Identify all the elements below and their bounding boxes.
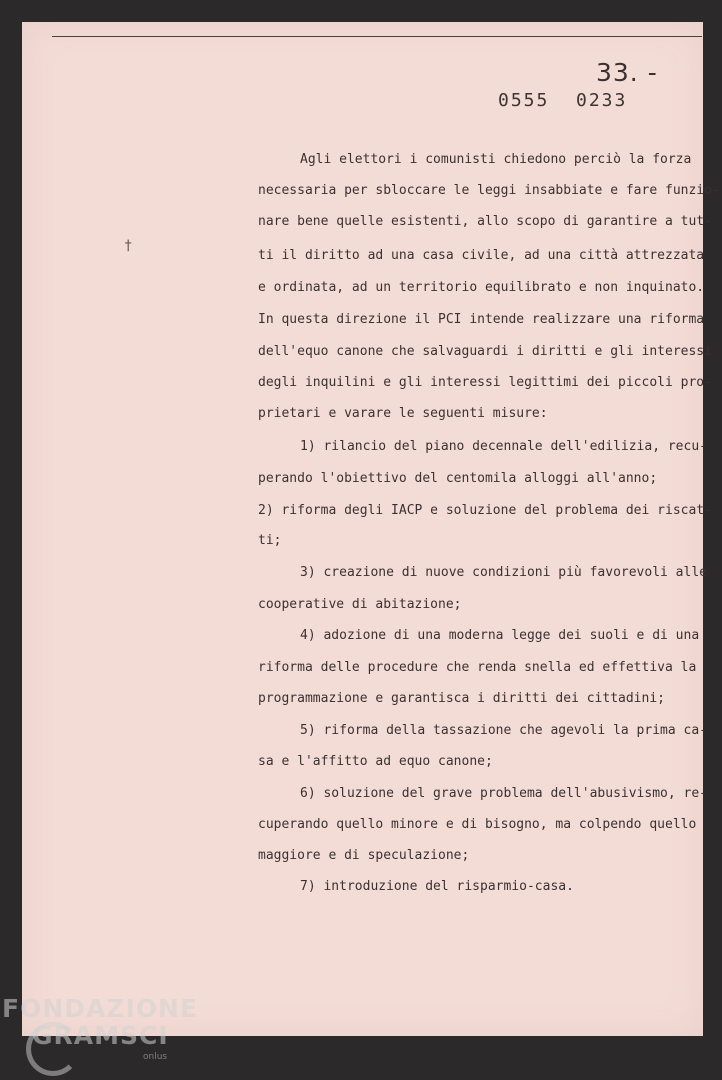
text-line: prietari e varare le seguenti misure: bbox=[258, 406, 548, 421]
archive-number-left: 0555 bbox=[498, 90, 550, 111]
list-item-7-line: 7) introduzione del risparmio-casa. bbox=[300, 879, 574, 894]
list-item-4-line: riforma delle procedure che renda snella ed effettiva la bbox=[258, 660, 697, 675]
handwritten-page-number: 33. - bbox=[596, 58, 658, 87]
list-item-5-line: sa e l'affitto ad equo canone; bbox=[258, 754, 493, 769]
list-item-2-line: 2) riforma degli IACP e soluzione del problema dei riscat- bbox=[258, 503, 712, 518]
list-item-2-line: ti; bbox=[258, 533, 282, 548]
text-line: ti il diritto ad una casa civile, ad una città attrezzata bbox=[258, 248, 705, 263]
margin-mark: † bbox=[124, 238, 133, 254]
list-item-6-line: cuperando quello minore e di bisogno, ma colpendo quello bbox=[258, 817, 697, 832]
text-line: Agli elettori i comunisti chiedono perciò la forza bbox=[300, 152, 692, 167]
text-line: In questa direzione il PCI intende realizzare una riforma bbox=[258, 312, 705, 327]
text-line: degli inquilini e gli interessi legittimi dei piccoli pro- bbox=[258, 375, 712, 390]
list-item-6-line: maggiore e di speculazione; bbox=[258, 848, 470, 863]
list-item-6-line: 6) soluzione del grave problema dell'abusivismo, re- bbox=[300, 786, 707, 801]
list-item-1-line: 1) rilancio del piano decennale dell'edilizia, recu- bbox=[300, 439, 707, 454]
text-line: dell'equo canone che salvaguardi i diritti e gli interessi bbox=[258, 344, 712, 359]
list-item-1-line: perando l'obiettivo del centomila alloggi all'anno; bbox=[258, 471, 658, 486]
text-line: e ordinata, ad un territorio equilibrato e non inquinato. bbox=[258, 280, 705, 295]
archive-number-right: 0233 bbox=[576, 90, 628, 111]
list-item-4-line: programmazione e garantisca i diritti dei cittadini; bbox=[258, 691, 665, 706]
top-rule bbox=[52, 36, 702, 37]
document-page bbox=[22, 22, 720, 1036]
watermark-line-3: onlus bbox=[143, 1052, 168, 1062]
watermark-line-1: FONDAZIONE bbox=[2, 994, 199, 1023]
text-line: nare bene quelle esistenti, allo scopo di garantire a tut- bbox=[258, 214, 712, 229]
list-item-3-line: cooperative di abitazione; bbox=[258, 597, 462, 612]
list-item-4-line: 4) adozione di una moderna legge dei suoli e di una bbox=[300, 628, 700, 643]
list-item-5-line: 5) riforma della tassazione che agevoli la prima ca- bbox=[300, 723, 707, 738]
list-item-3-line: 3) creazione di nuove condizioni più favorevoli alle bbox=[300, 565, 707, 580]
text-line: necessaria per sbloccare le leggi insabbiate e fare funzio- bbox=[258, 183, 720, 198]
watermark bbox=[2, 996, 198, 1048]
watermark-line-2: GRAMSCI bbox=[32, 1021, 169, 1050]
